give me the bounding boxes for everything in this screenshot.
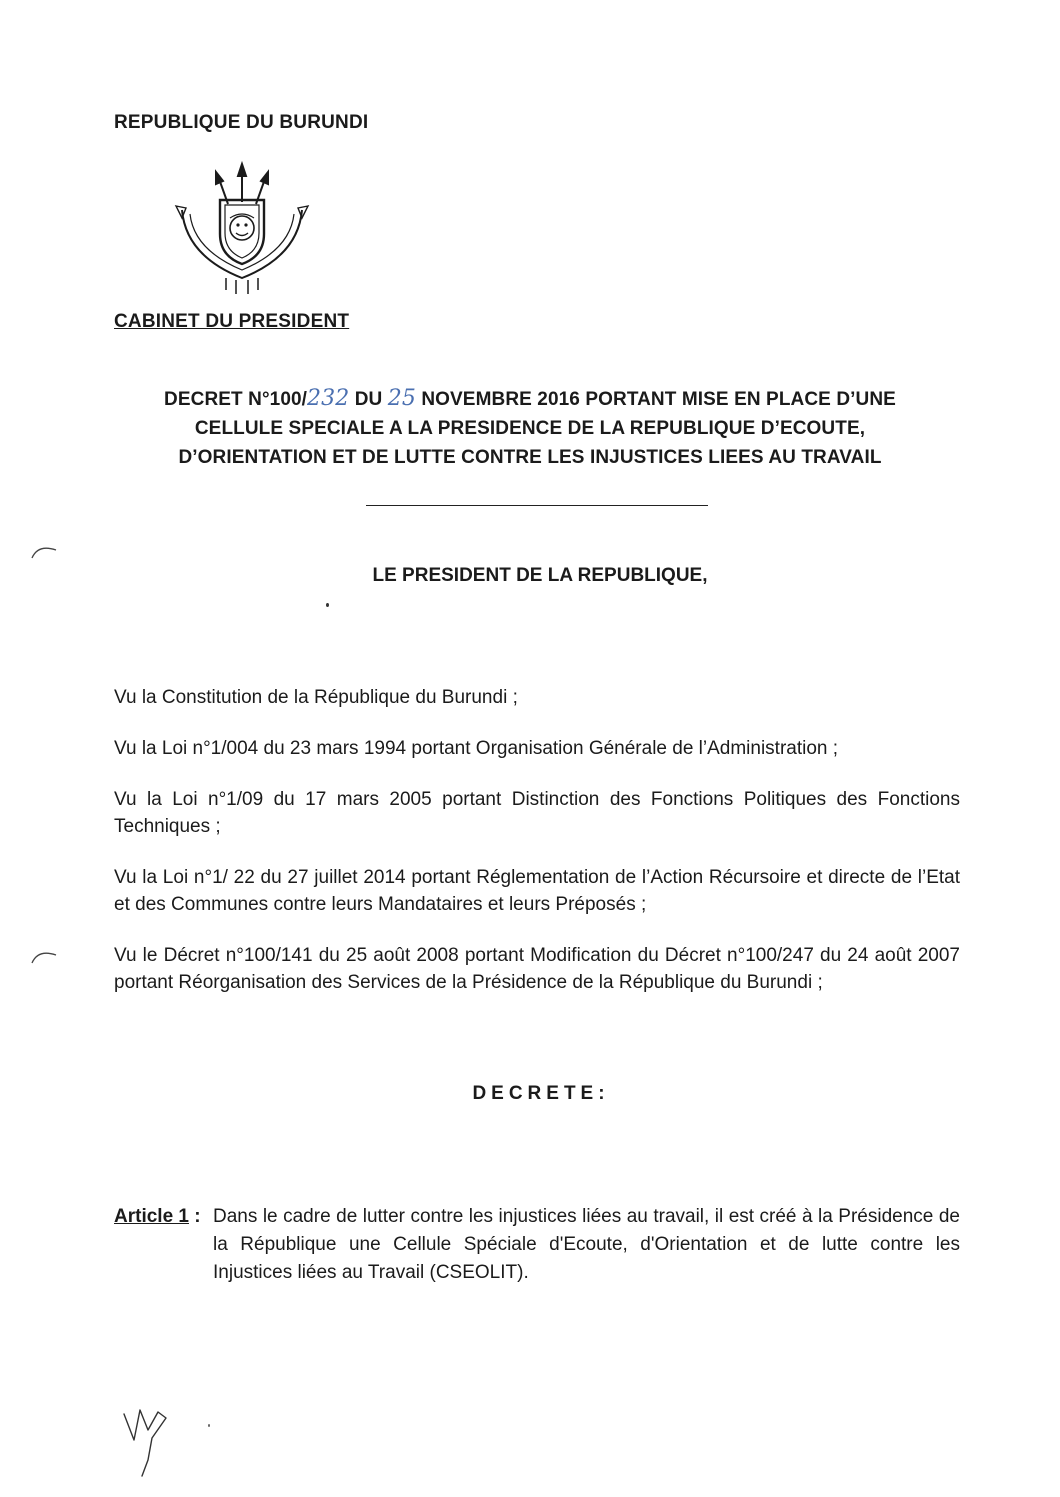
- article-1-separator: :: [188, 1206, 201, 1227]
- title-divider: [366, 505, 708, 506]
- visa-item: Vu la Loi n°1/ 22 du 27 juillet 2014 portant Réglementation de l’Action Récursoire et directe de l’Etat et des Communes contre leurs Mandataires et leurs Préposés ;: [114, 867, 960, 915]
- handwritten-initials-icon: [118, 1400, 178, 1480]
- visa-item: Vu le Décret n°100/141 du 25 août 2008 portant Modification du Décret n°100/247 du 24 août 2007 portant Réorganisation des Services de la Présidence de la République du Burundi ;: [114, 945, 960, 993]
- decree-title: [100, 384, 960, 472]
- decree-number-prefix: DECRET N°100/: [164, 389, 308, 410]
- decree-du: DU: [349, 389, 388, 410]
- visa-item: Vu la Constitution de la République du Burundi ;: [114, 687, 518, 708]
- visa-list: [114, 684, 960, 1020]
- decree-number-handwritten: 232: [307, 386, 350, 411]
- scan-speck: [326, 603, 329, 607]
- cabinet-heading: CABINET DU PRESIDENT: [114, 311, 350, 332]
- decree-title-line-2: CELLULE SPECIALE A LA PRESIDENCE DE LA REPUBLIQUE D’ECOUTE,: [194, 418, 866, 439]
- decree-title-line-3: D’ORIENTATION ET DE LUTTE CONTRE LES INJUSTICES LIEES AU TRAVAIL: [178, 447, 882, 468]
- country-heading: REPUBLIQUE DU BURUNDI: [114, 112, 369, 133]
- decree-title-line-1: [100, 384, 960, 414]
- visa-item: Vu la Loi n°1/09 du 17 mars 2005 portant Distinction des Fonctions Politiques des Fonctions Techniques ;: [114, 789, 960, 837]
- article-1: [114, 1203, 960, 1283]
- scan-speck: [208, 1424, 210, 1427]
- article-1-label: Article 1: [114, 1206, 189, 1227]
- punch-hole-mark-icon: [30, 540, 60, 562]
- visa-item: Vu la Loi n°1/004 du 23 mars 1994 portant Organisation Générale de l’Administration ;: [114, 738, 839, 759]
- burundi-coat-of-arms-icon: [172, 160, 312, 300]
- decree-title-line-1-rest: NOVEMBRE 2016 PORTANT MISE EN PLACE D’UNE: [415, 389, 896, 410]
- decrete-heading: DECRETE:: [472, 1083, 610, 1104]
- article-1-text: Dans le cadre de lutter contre les injustices liées au travail, il est créé à la Présidence de la République une Cellule Spéciale d'Ecoute, d'Orientation et de lutte contre les Injustices liées au Travail (CSEOLIT).: [213, 1206, 960, 1283]
- decree-day-handwritten: 25: [387, 386, 416, 411]
- president-heading: LE PRESIDENT DE LA REPUBLIQUE,: [372, 565, 708, 586]
- punch-hole-mark-icon: [30, 945, 60, 967]
